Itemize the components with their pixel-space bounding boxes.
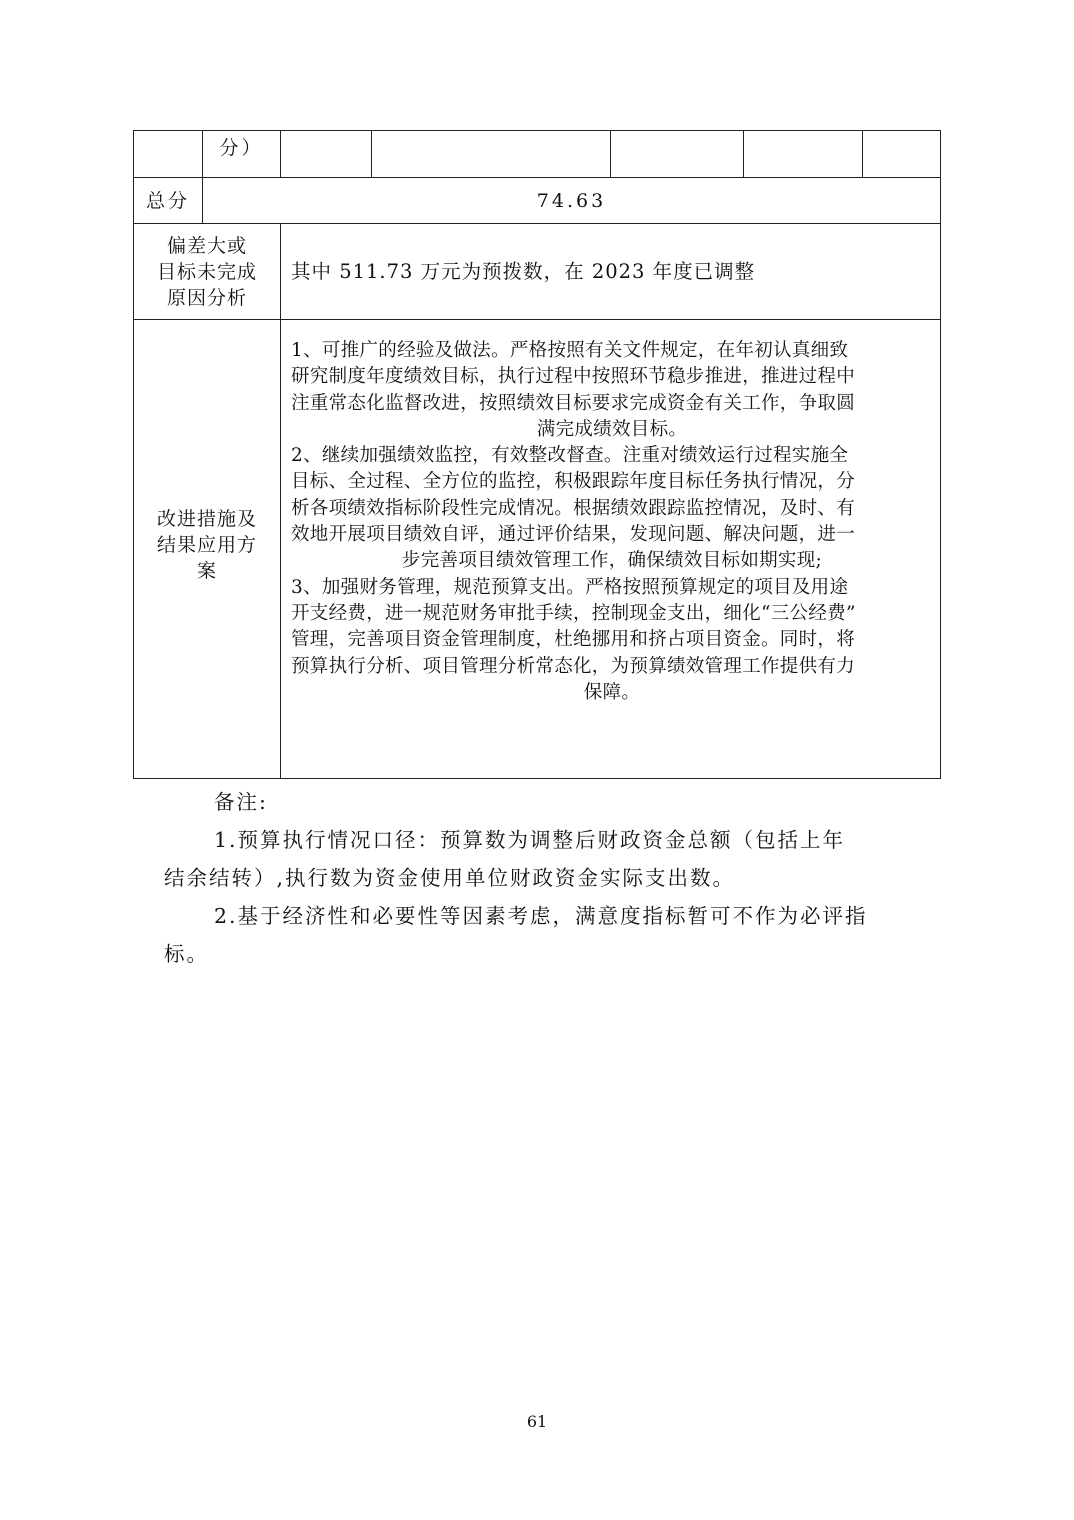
- improvement-label-line: 改进措施及: [156, 508, 257, 530]
- paragraph-last-line: 保障。: [583, 681, 641, 703]
- paragraph-line: 目标、全过程、全方位的监控，积极跟踪年度目标任务执行情况，分: [291, 471, 856, 493]
- partial-row-label: 分）: [219, 137, 264, 159]
- page-number: 61: [526, 1412, 548, 1431]
- paragraph-line: 预算执行分析、项目管理分析常态化，为预算绩效管理工作提供有力: [291, 655, 856, 677]
- paragraph-line: 3、加强财务管理，规范预算支出。严格按照预算规定的项目及用途: [291, 576, 849, 598]
- paragraph-last-line: 步完善项目绩效管理工作，确保绩效目标如期实现;: [401, 550, 823, 572]
- deviation-label-line: 偏差大或: [166, 234, 247, 257]
- partial-row-label-cell: [203, 131, 280, 165]
- note-item-2: 2.基于经济性和必要性等因素考虑，满意度指标暂可不作为必评指: [214, 904, 868, 928]
- paragraph-line: 开支经费，进一规范财务审批手续，控制现金支出，细化“三公经费”: [291, 602, 856, 624]
- table-col-divider: [371, 130, 372, 177]
- deviation-text-cell: [291, 224, 931, 319]
- paragraph-last-line: 满完成绩效目标。: [536, 418, 688, 440]
- improvement-label-cell: [134, 500, 280, 590]
- total-label: 总分: [145, 189, 190, 212]
- performance-table: [133, 130, 941, 779]
- improvement-text-cell: [291, 338, 933, 706]
- deviation-label-line: 原因分析: [166, 286, 247, 309]
- total-score-value: 74.63: [536, 189, 607, 212]
- paragraph-line: 研究制度年度绩效目标，执行过程中按照环节稳步推进，推进过程中: [291, 366, 856, 388]
- table-border-bottom: [133, 778, 941, 779]
- table-col-divider: [280, 223, 281, 778]
- paragraph-line: 管理，完善项目资金管理制度，杜绝挪用和挤占项目资金。同时，将: [291, 629, 856, 651]
- total-label-cell: [134, 178, 202, 223]
- notes-section: [164, 786, 924, 970]
- improvement-paragraph-3: [291, 575, 933, 706]
- deviation-label-line: 目标未完成: [156, 260, 257, 283]
- improvement-paragraph-1: [291, 338, 933, 443]
- paragraph-line: 1、可推广的经验及做法。严格按照有关文件规定，在年初认真细致: [291, 340, 849, 361]
- deviation-reason-text: 其中 511.73 万元为预拨数，在 2023 年度已调整: [291, 259, 756, 283]
- table-row-divider: [133, 319, 941, 320]
- paragraph-line: 效地开展项目绩效自评，通过评价结果，发现问题、解决问题，进一: [291, 524, 856, 546]
- improvement-paragraph-2: [291, 443, 933, 574]
- total-value-cell: [203, 178, 940, 223]
- improvement-label-line: 案: [196, 560, 217, 582]
- table-col-divider: [280, 130, 281, 177]
- table-border-right: [940, 130, 941, 779]
- table-col-divider: [743, 130, 744, 177]
- paragraph-line: 注重常态化监督改进，按照绩效目标要求完成资金有关工作，争取圆: [291, 392, 856, 414]
- note-item-1: 1.预算执行情况口径：预算数为调整后财政资金总额（包括上年: [214, 828, 846, 852]
- notes-heading: 备注:: [214, 790, 268, 814]
- table-col-divider: [610, 130, 611, 177]
- note-item-1-continued: 结余结转）,执行数为资金使用单位财政资金实际支出数。: [164, 866, 736, 890]
- table-col-divider: [862, 130, 863, 177]
- note-item-2-continued: 标。: [164, 942, 209, 966]
- improvement-label-line: 结果应用方: [156, 534, 257, 556]
- deviation-label-cell: [134, 224, 280, 319]
- paragraph-line: 析各项绩效指标阶段性完成情况。根据绩效跟踪监控情况，及时、有: [291, 497, 856, 519]
- paragraph-line: 2、继续加强绩效监控，有效整改督查。注重对绩效运行过程实施全: [291, 445, 849, 467]
